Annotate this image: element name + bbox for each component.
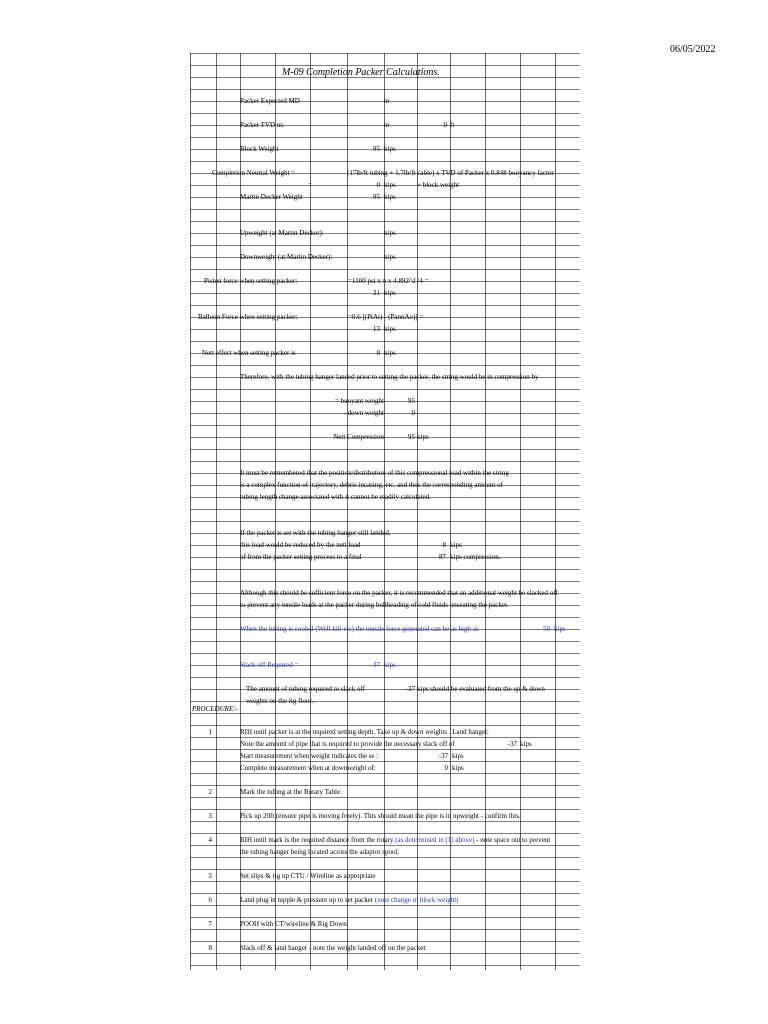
buoyant-value: 95 <box>408 397 415 405</box>
piston-label: Piston force when setting packer: <box>204 277 298 285</box>
martin-decker-label: Martin Decker Weight <box>240 193 303 201</box>
packer-md-unit: m <box>384 97 390 105</box>
if-packer-nett-unit: kips <box>450 541 462 549</box>
amount-text: The amount of tubing required to slack off <box>246 685 366 693</box>
packer-tvd-ft-unit: ft <box>450 121 455 129</box>
downweight-label: Downweight (at Martin Decker): <box>240 253 333 261</box>
piston-value: 21 <box>373 289 380 297</box>
packer-md-label: Packer Expected MD <box>240 97 300 105</box>
amount-text-3: weights on the rig floor. <box>246 697 314 705</box>
step-text-main: Land plug in nipple & pressure up to set packer <box>240 896 375 904</box>
step-number: 4 <box>208 836 212 844</box>
step-text-note: (as determined in (1) above) <box>395 836 475 844</box>
spreadsheet-grid <box>190 53 580 970</box>
cooled-text: When the tubing is cooled (Well kill etc) the tensile force generated can be as high as <box>240 625 479 633</box>
remember-line-2: is a complex function of trajectory, debris incasing, etc. and thus the corresponding amount of <box>240 481 503 489</box>
amount-text-2: kips should be evaluated from the up & down <box>417 685 545 693</box>
step-text: POOH with CT/wireline & Rig Down. <box>240 920 349 928</box>
cooled-value: 50 <box>543 625 550 633</box>
slack-value: -37 <box>370 661 380 669</box>
if-packer-final-value: 87 <box>439 553 446 561</box>
step-unit: kips <box>520 740 532 748</box>
step-text-tail: - note space out to prevent <box>474 836 551 844</box>
balloon-label: Balloon Force when setting packer: <box>198 313 298 321</box>
cooled-unit: kips <box>554 625 566 633</box>
balloon-value: 13 <box>373 325 380 333</box>
step-text: Start measurement when weight indicates the se : <box>240 752 379 760</box>
procedure-heading: PROCEDURE:- <box>192 705 238 713</box>
down-value: 0 <box>411 409 415 417</box>
slack-unit: kips <box>384 661 396 669</box>
packer-tvd-unit: m <box>384 121 390 129</box>
step-number: 2 <box>208 788 212 796</box>
neutral-unit: kips <box>384 181 396 189</box>
if-packer-line-2: this load would be reduced by the nett load <box>240 541 361 549</box>
step-text: Pick up 20ft (ensure pipe is moving freely). This should mean the pipe is in upweight - confirm this. <box>240 812 521 820</box>
step-text: the tubing hanger being located across the adaptor spool. <box>240 848 400 856</box>
upweight-label: Upweight (at Martin Decker): <box>240 229 324 237</box>
step-number: 1 <box>208 728 212 736</box>
step-text: Complete measurement when at downweight of: <box>240 764 376 772</box>
step-number: 8 <box>208 944 212 952</box>
if-packer-nett-value: 8 <box>442 541 446 549</box>
step-unit: kips <box>452 752 464 760</box>
neutral-weight-formula: (17lb/ft tubing + 1.7lb/ft cable) x TVD of Packer x 0.848 bouyancy factor <box>347 169 554 177</box>
if-packer-line-1: If the packer is set with the tubing hanger still landed, <box>240 529 391 537</box>
nett-effect-unit: kips <box>384 349 396 357</box>
step-text: Slack off & land hanger - note the weight landed off on the packer. <box>240 944 428 952</box>
nett-effect-label: Nett effect when setting packer is <box>202 349 296 357</box>
upweight-unit: kips <box>384 229 396 237</box>
step-number: 7 <box>208 920 212 928</box>
step-value: -37 <box>438 752 448 760</box>
packer-tvd-ft-value: 0 <box>443 121 447 129</box>
slack-label: Slack off Required = <box>240 661 299 669</box>
step-text <box>240 836 580 845</box>
sheet-title: M-09 Completion Packer Calculations. <box>282 67 440 78</box>
amount-value: -37 <box>405 685 415 693</box>
step-text: Set slips & rig up CTU / Wireline as appropriate <box>240 872 376 880</box>
step-number: 3 <box>208 812 212 820</box>
downweight-unit: kips <box>384 253 396 261</box>
down-label: - down weight <box>343 409 384 417</box>
step-text: RIH until packer is at the required setting depth. Take up & down weights . Land hanger. <box>240 728 489 736</box>
nett-comp-unit: kips <box>417 433 429 441</box>
remember-line-3: tubing length change associated with it cannot be readily calculated. <box>240 493 431 501</box>
neutral-eq: = <box>308 181 312 189</box>
step-unit: kips <box>452 764 464 772</box>
neutral-value: 0 <box>376 181 380 189</box>
neutral-weight-label: Completion Neutral Weight = <box>212 169 296 177</box>
although-line-2: to prevent any tensile loads at the packer during bullheading of cold fluids unseating the packer. <box>240 601 509 609</box>
therefore-text: Therefore, with the tubing hanger landed prior to setting the packer, the string would be in compression by <box>240 373 539 381</box>
step-text <box>240 896 459 905</box>
piston-formula: =1100 psi x π x 4.892^2 /4 = <box>348 277 429 285</box>
step-text: Mark the tubing at the Rotary Table. <box>240 788 342 796</box>
step-text-note: (note change in block weight) <box>374 896 459 904</box>
block-weight-label: Block Weight <box>240 145 279 153</box>
martin-decker-value: 95 <box>373 193 380 201</box>
block-weight-unit: kips <box>384 145 396 153</box>
martin-decker-unit: kips <box>384 193 396 201</box>
balloon-unit: kips <box>384 325 396 333</box>
if-packer-final-unit: kips compression. <box>450 553 501 561</box>
block-weight-value: 95 <box>373 145 380 153</box>
piston-unit: kips <box>384 289 396 297</box>
nett-comp-label: Nett Compression <box>333 433 384 441</box>
step-value: 0 <box>444 764 448 772</box>
nett-comp-value: 95 <box>408 433 415 441</box>
nett-effect-value: 8 <box>376 349 380 357</box>
packer-tvd-label: Packer TVD m: <box>240 121 285 129</box>
step-value: -37 <box>507 740 517 748</box>
step-text-main: RIH until mark is the required distance from the rotary <box>240 836 396 844</box>
buoyant-label: = buoyant weight <box>334 397 384 405</box>
step-text: Note the amount of pipe that is required to provide the necessary slack off of <box>240 740 455 748</box>
if-packer-line-3: of from the packer setting process to a final <box>240 553 362 561</box>
remember-line-1: It must be remembered that the position/distribution of this compressional load within the string <box>240 469 509 477</box>
balloon-formula: =0.6 [(PtAi) - (PannAo)] = <box>348 313 424 321</box>
neutral-note: + block weight <box>417 181 460 189</box>
spreadsheet <box>190 53 580 970</box>
step-number: 5 <box>208 872 212 880</box>
print-date: 06/05/2022 <box>670 44 716 55</box>
although-line-1: Although this should be sufficient force on the packer, it is recommended that an additional weight be slacked off <box>240 589 558 597</box>
step-number: 6 <box>208 896 212 904</box>
